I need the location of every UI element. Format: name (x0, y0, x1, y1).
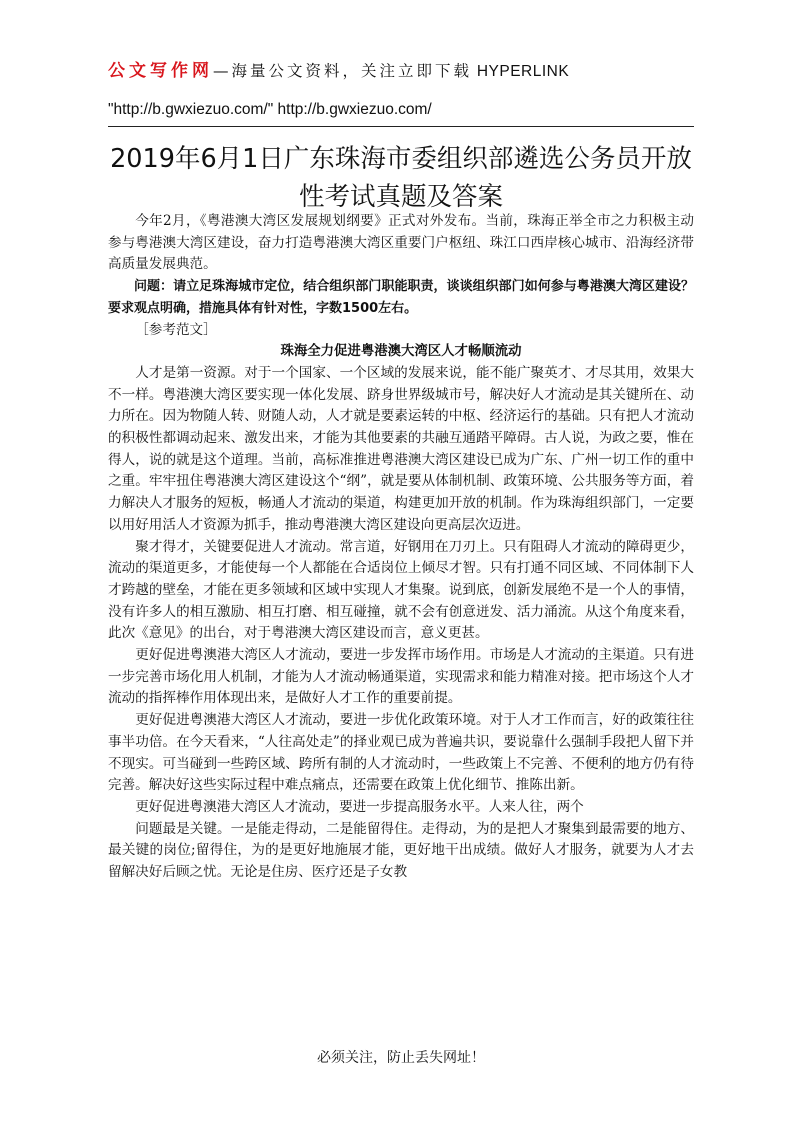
hyperlink-field-code: HYPERLINK (472, 63, 570, 80)
hyperlink-url[interactable]: http://b.gwxiezuo.com/ (273, 101, 432, 118)
header-url-line (108, 97, 694, 123)
essay-title: 珠海全力促进粤港澳大湾区人才畅顺流动 (280, 344, 522, 360)
document-body (108, 211, 694, 884)
document-title: 2019年6月1日广东珠海市委组织部遴选公务员开放性考试真题及答案 (110, 144, 692, 212)
essay-paragraph: 更好促进粤澳港大湾区人才流动，要进一步发挥市场作用。市场是人才流动的主渠道。只有进一步完善市场化用人机制，才能为人才流动畅通渠道，实现需求和能力精准对接。把市场这个人才流动的指挥棒作用体现出来，是做好人才工作的重要前提。 (108, 647, 694, 707)
site-header (108, 58, 694, 123)
essay-paragraph: 更好促进粤澳港大湾区人才流动，要进一步优化政策环境。对于人才工作而言，好的政策往往事半功倍。在今天看来，“人往高处走”的择业观已成为普遍共识，要说靠什么强制手段把人留下并不现实。可当碰到一些跨区域、跨所有制的人才流动时，一些政策上不完善、不便利的地方仍有待完善。解决好这些实际过程中难点痛点，还需要在政策上优化细节、推陈出新。 (108, 712, 694, 794)
reference-label: ［参考范文］ (135, 321, 217, 338)
essay-paragraph: 人才是第一资源。对于一个国家、一个区域的发展来说，能不能广聚英才、才尽其用，效果大不一样。粤港澳大湾区要实现一体化发展、跻身世界级城市号，解决好人才流动是其关键所在、动力所在。因为物随人转、财随人动，人才就是要素运转的中枢、经济运行的基础。只有把人才流动的积极性都调动起来、激发出来，才能为其他要素的共融互通踏平障碍。古人说，为政之要，惟在得人，说的就是这个道理。当前，高标准推进粤港澳大湾区建设已成为广东、广州一切工作的重中之重。牢牢扭住粤港澳大湾区建设这个“纲”，就是要从体制机制、政策环境、公共服务等方面，着力解决人才服务的短板，畅通人才流动的渠道，构建更加开放的机制。作为珠海组织部门，一定要以用好用活人才资源为抓手，推动粤港澳大湾区建设向更高层次迈进。 (108, 364, 694, 533)
brand-logo-text[interactable]: 公文写作网 (108, 61, 213, 81)
question-paragraph: 问题：请立足珠海城市定位，结合组织部门职能职责，谈谈组织部门如何参与粤港澳大湾区建设？要求观点明确，措施具体有针对性，字数1500左右。 (108, 279, 694, 316)
essay-paragraph: 问题最是关键。一是能走得动，二是能留得住。走得动，为的是把人才聚集到最需要的地方、最关键的岗位;留得住，为的是更好地施展才能，更好地干出成绩。做好人才服务，就要为人才去留解决好后顾之忧。无论是住房、医疗还是子女教 (108, 820, 694, 881)
hyperlink-quoted-url: "http://b.gwxiezuo.com/" (108, 101, 274, 118)
essay-paragraph: 聚才得才，关键要促进人才流动。常言道，好钢用在刀刃上。只有阻碍人才流动的障碍更少，流动的渠道更多，才能使每一个人都能在合适岗位上倾尽才智。只有打通不同区域、不同体制下人才跨越的壁垒，才能在更多领域和区域中实现人才集聚。说到底，创新发展绝不是一个人的事情，没有许多人的相互激励、相互打磨、相互碰撞，就不会有创意迸发、活力涌流。从这个角度来看，此次《意见》的出台，对于粤港澳大湾区建设而言，意义更甚。 (108, 538, 694, 642)
header-tagline: —海量公文资料，关注立即下载 (213, 62, 473, 80)
essay-paragraph: 更好促进粤澳港大湾区人才流动，要进一步提高服务水平。人来人往，两个 (135, 798, 584, 815)
header-line (108, 58, 694, 85)
intro-paragraph: 今年2月，《粤港澳大湾区发展规划纲要》正式对外发布。当前，珠海正举全市之力积极主动参与粤港澳大湾区建设，奋力打造粤港澳大湾区重要门户枢纽、珠江口西岸核心城市、沿海经济带高质量发展典范。 (108, 213, 694, 273)
footer-notice: 必须关注，防止丢失网址！ (317, 1050, 485, 1066)
header-divider (108, 126, 694, 127)
